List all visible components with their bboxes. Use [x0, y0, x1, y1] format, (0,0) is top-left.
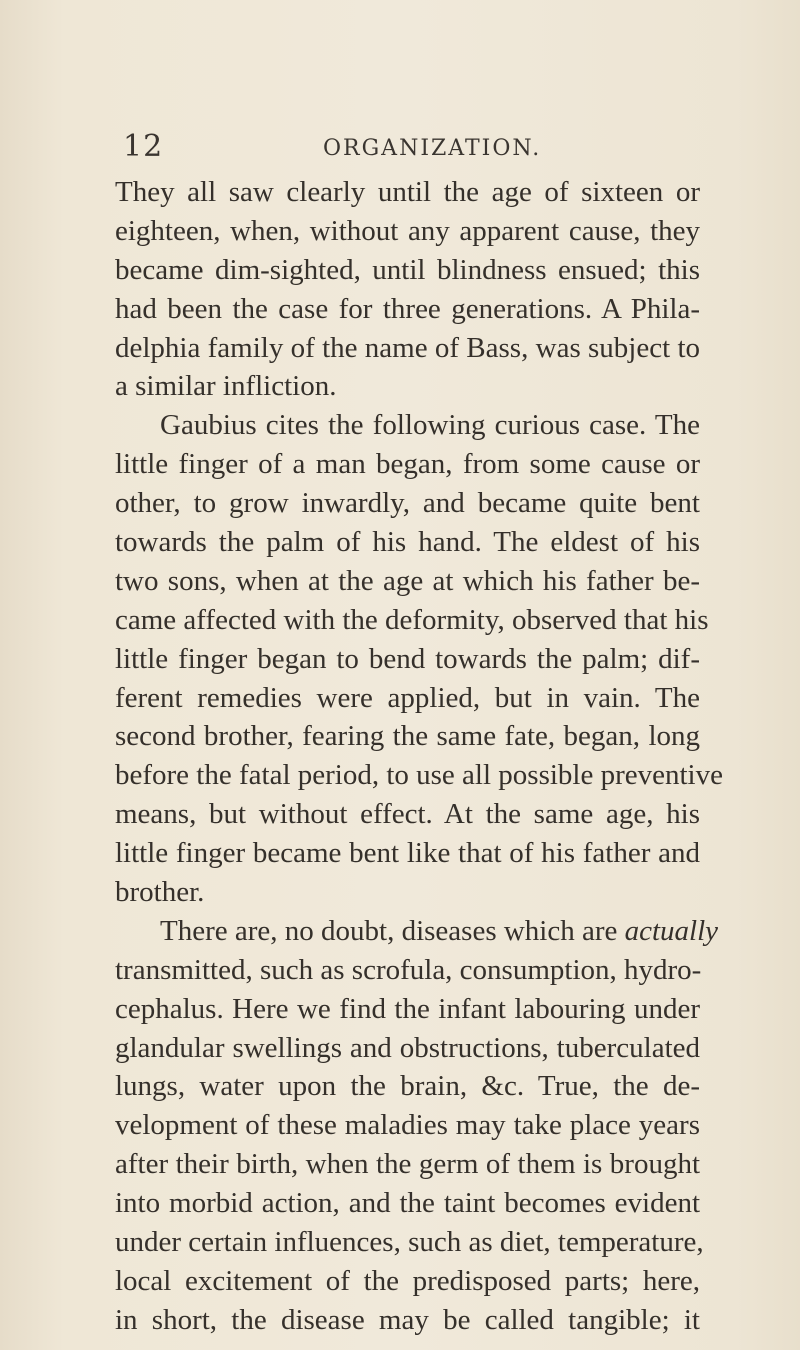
text-line: into morbid action, and the taint becomes evident: [115, 1187, 700, 1220]
text-line: a similar infliction.: [115, 370, 337, 403]
text-line: little finger became bent like that of his father and: [115, 837, 700, 870]
text-line-part: There are, no doubt, diseases which are: [160, 914, 618, 947]
running-head: ORGANIZATION.: [323, 136, 542, 161]
text-line: little finger began to bend towards the palm; dif-: [115, 642, 700, 675]
text-line: came affected with the deformity, observed that his: [115, 603, 709, 636]
text-line: in short, the disease may be called tangible; it: [115, 1303, 700, 1336]
text-line: ferent remedies were applied, but in vain. The: [115, 681, 700, 714]
text-line: transmitted, such as scrofula, consumption, hydro-: [115, 953, 702, 986]
text-line: second brother, fearing the same fate, began, long: [115, 720, 700, 753]
text-line: before the fatal period, to use all possible preventive: [115, 759, 723, 792]
text-line: cephalus. Here we find the infant labouring under: [115, 992, 700, 1025]
text-line: velopment of these maladies may take place years: [115, 1109, 700, 1142]
text-line: glandular swellings and obstructions, tuberculated: [115, 1031, 700, 1064]
text-line: under certain influences, such as diet, temperature,: [115, 1226, 704, 1259]
text-line: after their birth, when the germ of them is brought: [115, 1148, 700, 1181]
page-header: [123, 130, 683, 170]
text-line: brother.: [115, 876, 205, 909]
text-line: local excitement of the predisposed parts; here,: [115, 1264, 700, 1297]
text-line-with-emphasis: [115, 912, 719, 951]
text-line: towards the palm of his hand. The eldest of his: [115, 526, 700, 559]
text-line: Gaubius cites the following curious case. The: [160, 409, 700, 442]
text-line: other, to grow inwardly, and became quite bent: [115, 487, 700, 520]
text-line: eighteen, when, without any apparent cause, they: [115, 214, 700, 247]
text-line: lungs, water upon the brain, &c. True, the de-: [115, 1070, 700, 1103]
text-line: became dim-sighted, until blindness ensued; this: [115, 253, 700, 286]
body-text: [115, 173, 723, 1340]
text-line: little finger of a man began, from some cause or: [115, 448, 700, 481]
text-line: They all saw clearly until the age of sixteen or: [115, 176, 700, 208]
text-line: had been the case for three generations. A Phila-: [115, 292, 700, 325]
text-line: delphia family of the name of Bass, was subject to: [115, 331, 700, 364]
emphasized-word: actually: [624, 914, 719, 947]
text-line: means, but without effect. At the same age, his: [115, 798, 700, 831]
page-number: 12: [123, 129, 164, 164]
text-line: two sons, when at the age at which his father be-: [115, 564, 700, 597]
